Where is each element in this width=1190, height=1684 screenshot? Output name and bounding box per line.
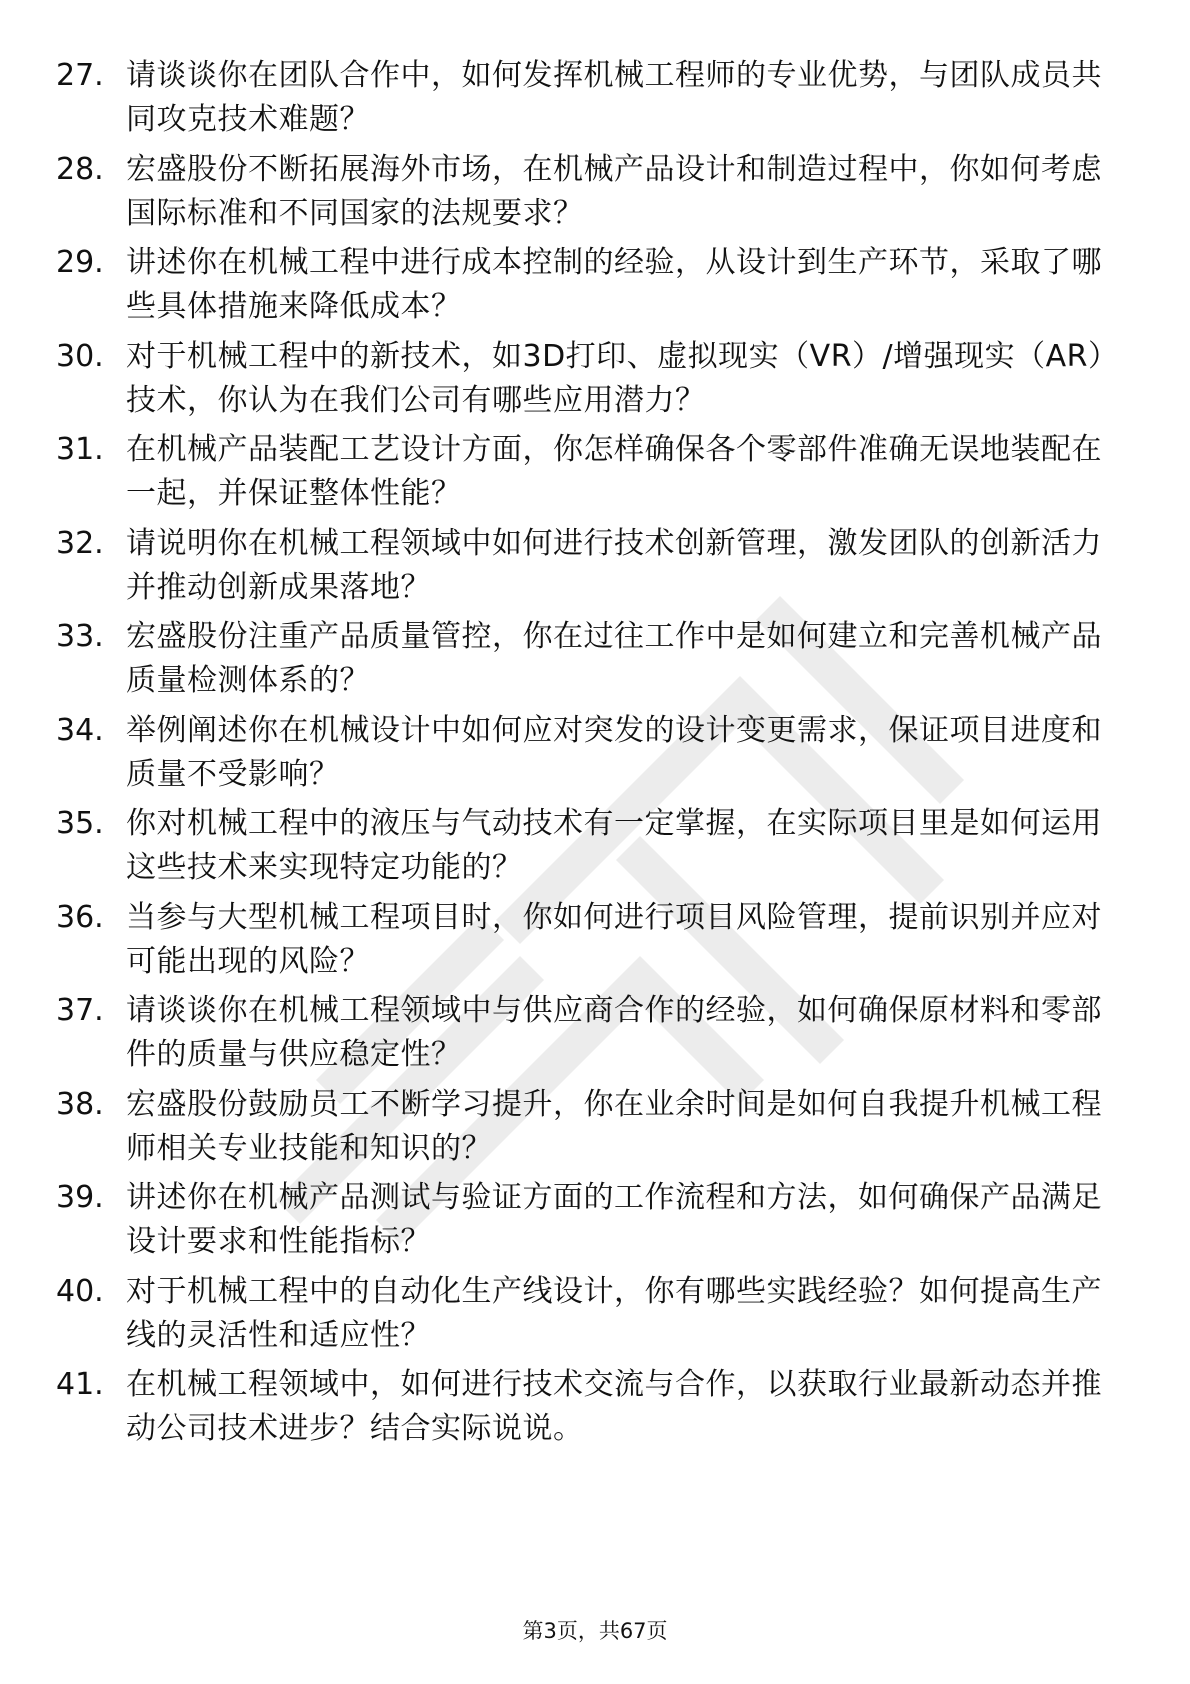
question-item-27: [56, 54, 1106, 148]
question-item-32: [56, 522, 1106, 616]
question-item-36: [56, 896, 1106, 990]
question-list: [56, 54, 1106, 1457]
question-item-33: [56, 615, 1106, 709]
question-item-29: [56, 241, 1106, 335]
question-text: 请说明你在机械工程领域中如何进行技术创新管理，激发团队的创新活力并推动创新成果落地？: [126, 525, 1102, 605]
question-text: 讲述你在机械产品测试与验证方面的工作流程和方法，如何确保产品满足设计要求和性能指标？: [126, 1180, 1102, 1259]
question-number: 37.: [56, 993, 104, 1028]
question-text: 举例阐述你在机械设计中如何应对突发的设计变更需求，保证项目进度和质量不受影响？: [126, 712, 1102, 792]
question-number: 36.: [56, 899, 104, 935]
question-number: 40.: [56, 1273, 104, 1309]
question-text: 对于机械工程中的自动化生产线设计，你有哪些实践经验？如何提高生产线的灵活性和适应性？: [126, 1273, 1102, 1353]
page-number-label: 第3页，共67页: [522, 1619, 668, 1643]
question-number: 34.: [56, 712, 104, 748]
question-text: 宏盛股份不断拓展海外市场，在机械产品设计和制造过程中，你如何考虑国际标准和不同国家的法规要求？: [126, 151, 1102, 231]
question-text: 宏盛股份鼓励员工不断学习提升，你在业余时间是如何自我提升机械工程师相关专业技能和知识的？: [126, 1086, 1102, 1166]
question-item-34: [56, 709, 1106, 803]
question-text: 对于机械工程中的新技术，如3D打印、虚拟现实（VR）/增强现实（AR）技术，你认为在我们公司有哪些应用潜力？: [126, 338, 1104, 418]
question-number: 32.: [56, 525, 104, 561]
question-item-38: [56, 1083, 1106, 1177]
question-item-39: [56, 1176, 1106, 1270]
question-number: 29.: [56, 245, 104, 280]
question-number: 41.: [56, 1367, 104, 1402]
question-text: 你对机械工程中的液压与气动技术有一定掌握，在实际项目里是如何运用这些技术来实现特定功能的？: [126, 806, 1102, 885]
question-text: 请谈谈你在机械工程领域中与供应商合作的经验，如何确保原材料和零部件的质量与供应稳定性？: [126, 993, 1102, 1072]
question-number: 30.: [56, 338, 104, 374]
question-number: 27.: [56, 58, 104, 93]
question-number: 33.: [56, 619, 104, 654]
question-number: 39.: [56, 1180, 104, 1215]
question-item-30: [56, 335, 1106, 429]
question-text: 当参与大型机械工程项目时，你如何进行项目风险管理，提前识别并应对可能出现的风险？: [126, 899, 1102, 979]
question-number: 31.: [56, 432, 104, 467]
question-number: 28.: [56, 151, 104, 187]
question-text: 在机械产品装配工艺设计方面，你怎样确保各个零部件准确无误地装配在一起，并保证整体性能？: [126, 432, 1102, 511]
question-text: 请谈谈你在团队合作中，如何发挥机械工程师的专业优势，与团队成员共同攻克技术难题？: [126, 58, 1102, 137]
question-text: 讲述你在机械工程中进行成本控制的经验，从设计到生产环节，采取了哪些具体措施来降低成本？: [126, 245, 1102, 324]
question-text: 在机械工程领域中，如何进行技术交流与合作，以获取行业最新动态并推动公司技术进步？结合实际说说。: [126, 1367, 1102, 1446]
question-item-40: [56, 1270, 1106, 1364]
question-item-41: [56, 1363, 1106, 1457]
question-item-37: [56, 989, 1106, 1083]
question-item-28: [56, 148, 1106, 242]
question-number: 38.: [56, 1086, 104, 1122]
question-text: 宏盛股份注重产品质量管控，你在过往工作中是如何建立和完善机械产品质量检测体系的？: [126, 619, 1102, 698]
question-item-31: [56, 428, 1106, 522]
question-number: 35.: [56, 806, 104, 841]
question-item-35: [56, 802, 1106, 896]
page-footer: [0, 1616, 1190, 1646]
